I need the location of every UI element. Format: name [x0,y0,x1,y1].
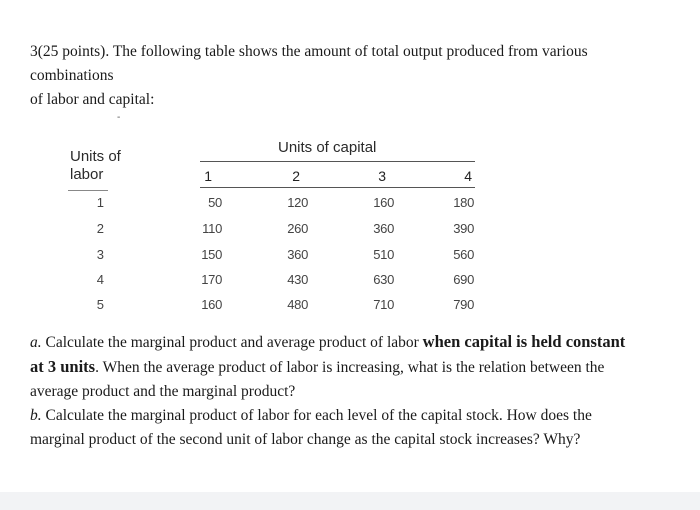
table-cell: 690 [453,272,474,287]
question-header-line-3: of labor and capital: [30,91,155,108]
table-cell: 510 [373,247,394,262]
part-a-line-1 [30,330,690,355]
part-a-line-3: average product and the marginal product? [30,383,296,400]
question-header-line-2: combinations [30,67,114,84]
row-axis-label-line-1: Units of [70,148,121,165]
part-a-letter: a. [30,334,42,351]
column-group-rule [200,161,475,162]
table-cell: 480 [287,297,308,312]
part-b-text-1: Calculate the marginal product of labor for each level of the capital stock. How does the [41,407,592,424]
table-cell: 120 [287,195,308,210]
part-a-bold-2: at 3 units [30,357,96,376]
table-cell: 160 [373,195,394,210]
table-cell: 630 [373,272,394,287]
labor-level-4: 4 [96,272,104,287]
labor-level-3: 3 [96,247,104,262]
capital-level-2: 2 [292,168,300,184]
stray-mark: - [117,112,121,123]
table-cell: 160 [201,297,222,312]
header-bottom-rule [200,187,475,188]
capital-level-1: 1 [204,168,212,184]
table-cell: 110 [202,221,222,236]
table-cell: 50 [208,195,222,210]
column-axis-label: Units of capital [278,139,377,156]
table-cell: 180 [453,195,474,210]
table-cell: 170 [201,272,222,287]
question-parts [30,330,690,452]
row-axis-label-line-2: labor [70,166,104,183]
table-cell: 360 [373,221,394,236]
table-cell: 260 [287,221,308,236]
row-axis-label [70,148,121,184]
part-a-bold-1: when capital is held constant [422,332,626,351]
capital-level-4: 4 [464,168,472,184]
table-cell: 150 [201,247,222,262]
part-a-line-2 [30,355,690,380]
capital-level-3: 3 [378,168,386,184]
labor-level-1: 1 [96,195,104,210]
part-b-line-2: marginal product of the second unit of labor change as the capital stock increases? Why? [30,431,581,448]
labor-level-2: 2 [96,221,104,236]
part-a-text-2: . When the average product of labor is increasing, what is the relation between the [95,359,605,376]
table-cell: 710 [373,297,394,312]
row-label-rule [68,190,108,191]
table-cell: 360 [287,247,308,262]
labor-level-5: 5 [96,297,104,312]
part-b-line-1 [30,404,690,428]
table-cell: 390 [453,221,474,236]
question-header-line-1: 3(25 points). The following table shows the amount of total output produced from various [30,43,588,60]
part-b-letter: b. [30,407,42,424]
part-a-text-1: Calculate the marginal product and average product of labor [41,334,423,351]
table-cell: 430 [287,272,308,287]
footer-band [0,492,700,510]
table-cell: 790 [453,297,474,312]
table-cell: 560 [453,247,474,262]
